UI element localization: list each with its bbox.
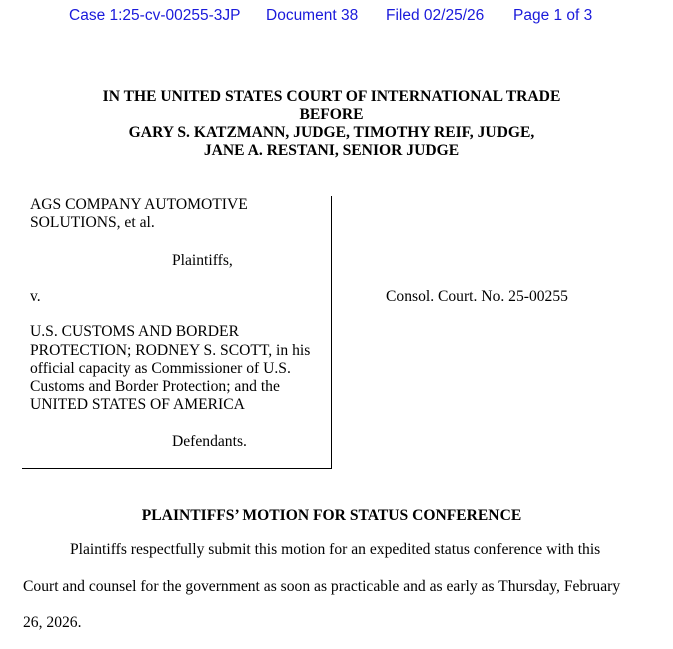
judges-line-2: JANE A. RESTANI, SENIOR JUDGE [203, 142, 460, 159]
judges-line-1: GARY S. KATZMANN, JUDGE, TIMOTHY REIF, JUDGE, [128, 124, 535, 141]
defendant-line-2: PROTECTION; RODNEY S. SCOTT, in his [30, 342, 311, 359]
defendant-line-5: UNITED STATES OF AMERICA [30, 396, 245, 413]
consolidated-case-number: Consol. Court. No. 25-00255 [386, 288, 568, 305]
case-number-stamp: Case 1:25-cv-00255-3JP [69, 7, 241, 24]
versus: v. [30, 288, 41, 305]
plaintiff-name-line-2: SOLUTIONS, et al. [30, 214, 155, 231]
motion-title: PLAINTIFFS’ MOTION FOR STATUS CONFERENCE [141, 507, 522, 524]
defendant-line-4: Customs and Border Protection; and the [30, 378, 280, 395]
court-name: IN THE UNITED STATES COURT OF INTERNATIONAL TRADE [102, 88, 561, 105]
body-line-1: Plaintiffs respectfully submit this motion for an expedited status conference with this [70, 541, 601, 558]
body-line-3: 26, 2026. [23, 614, 82, 631]
ecf-filing-header [0, 6, 673, 28]
page-count-stamp: Page 1 of 3 [513, 7, 593, 24]
defendant-line-1: U.S. CUSTOMS AND BORDER [30, 323, 239, 340]
document-number-stamp: Document 38 [266, 7, 359, 24]
filed-date-stamp: Filed 02/25/26 [386, 7, 485, 24]
body-line-2: Court and counsel for the government as soon as practicable and as early as Thursday, February [23, 578, 621, 595]
defendant-line-3: official capacity as Commissioner of U.S. [30, 360, 291, 377]
plaintiffs-label: Plaintiffs, [172, 252, 233, 269]
case-caption [22, 196, 332, 469]
court-before: BEFORE [299, 106, 364, 123]
defendants-label: Defendants. [172, 433, 247, 450]
court-heading [0, 88, 663, 160]
plaintiff-name-line-1: AGS COMPANY AUTOMOTIVE [30, 196, 248, 213]
